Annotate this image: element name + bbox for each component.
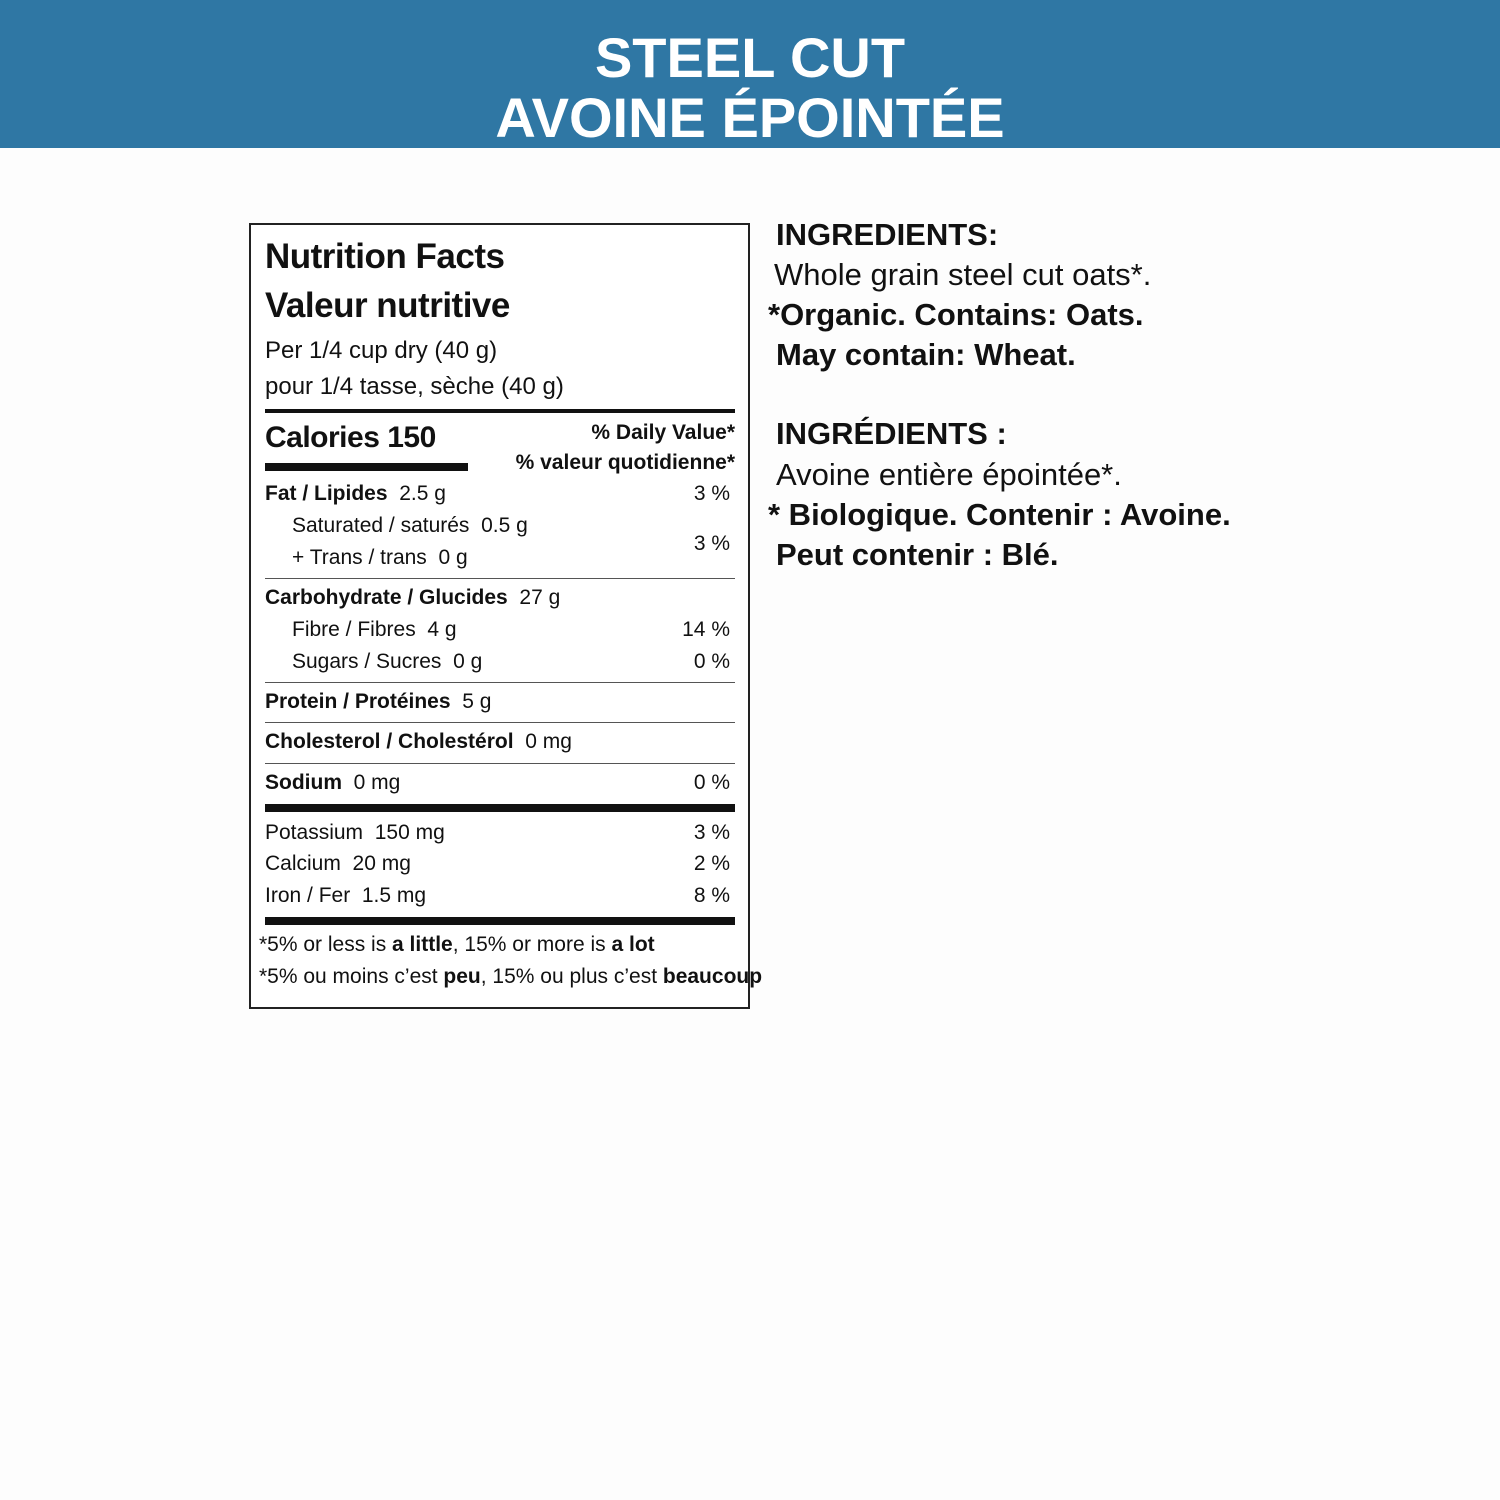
footnote-en — [259, 933, 655, 957]
calories: Calories 150 — [265, 421, 436, 454]
potassium-row — [265, 821, 445, 845]
nutrition-facts-panel — [249, 223, 763, 1009]
organic-note-fr: * Biologique. Contenir : Avoine. — [768, 497, 1231, 532]
trans-label: + Trans / trans — [292, 546, 427, 569]
footnote-fr-c: , 15% ou plus c’est — [480, 965, 663, 988]
iron-row — [265, 884, 426, 908]
banner-title-en: STEEL CUT — [594, 26, 906, 89]
divider — [265, 578, 735, 579]
ingredients-heading-en: INGREDIENTS: — [776, 217, 999, 252]
fibre-pct: 14 % — [682, 618, 730, 641]
fat-row — [265, 482, 446, 506]
footnote-fr-a: *5% ou moins c’est — [259, 965, 444, 988]
fibre-label: Fibre / Fibres — [292, 618, 416, 641]
banner-title-fr: AVOINE ÉPOINTÉE — [495, 86, 1005, 149]
protein-value: 5 g — [462, 690, 492, 713]
footnote-fr-d: beaucoup — [662, 965, 763, 988]
fat-pct: 3 % — [693, 482, 730, 505]
sodium-label: Sodium — [265, 771, 342, 794]
iron-label: Iron / Fer — [265, 884, 351, 907]
sugars-label: Sugars / Sucres — [292, 650, 442, 673]
serving-size-en: Per 1/4 cup dry (40 g) — [265, 337, 498, 364]
carb-value: 27 g — [519, 586, 561, 609]
calcium-row — [265, 852, 411, 876]
footnote-en-b: a little — [392, 933, 453, 956]
carb-label: Carbohydrate / Glucides — [265, 586, 508, 609]
divider — [265, 682, 735, 683]
carb-row — [265, 586, 560, 610]
saturated-value: 0.5 g — [481, 514, 528, 537]
sodium-row — [265, 771, 400, 795]
ingredients-heading-fr: INGRÉDIENTS : — [776, 416, 1007, 451]
fibre-row — [292, 618, 457, 642]
trans-value: 0 g — [438, 546, 468, 569]
cholesterol-row — [265, 730, 572, 754]
footnote-en-d: a lot — [611, 933, 655, 956]
divider — [265, 409, 735, 413]
saturated-label: Saturated / saturés — [292, 514, 470, 537]
saturated-row — [292, 514, 528, 538]
calcium-pct: 2 % — [693, 852, 730, 875]
fibre-value: 4 g — [427, 618, 457, 641]
may-contain-fr: Peut contenir : Blé. — [776, 537, 1059, 572]
sugars-value: 0 g — [453, 650, 483, 673]
iron-pct: 8 % — [693, 884, 730, 907]
sodium-value: 0 mg — [353, 771, 401, 794]
sugars-pct: 0 % — [693, 650, 730, 673]
calories-bar — [265, 463, 468, 471]
fat-label: Fat / Lipides — [265, 482, 388, 505]
footnote-fr — [259, 965, 762, 989]
protein-row — [265, 690, 491, 714]
daily-value-header-en: % Daily Value* — [591, 421, 735, 444]
may-contain-en: May contain: Wheat. — [776, 337, 1076, 372]
cholesterol-label: Cholesterol / Cholestérol — [265, 730, 514, 753]
nutrition-title-en: Nutrition Facts — [265, 237, 505, 276]
iron-value: 1.5 mg — [361, 884, 427, 907]
potassium-value: 150 mg — [374, 821, 445, 844]
calcium-value: 20 mg — [352, 852, 411, 875]
ingredients-text-fr: Avoine entière épointée*. — [776, 457, 1122, 492]
ingredients-text-en: Whole grain steel cut oats*. — [774, 257, 1152, 292]
potassium-label: Potassium — [265, 821, 364, 844]
organic-note-en: *Organic. Contains: Oats. — [768, 297, 1144, 332]
protein-label: Protein / Protéines — [265, 690, 451, 713]
calcium-label: Calcium — [265, 852, 341, 875]
sodium-pct: 0 % — [693, 771, 730, 794]
divider — [265, 722, 735, 723]
daily-value-header-fr: % valeur quotidienne* — [515, 451, 735, 474]
trans-row — [292, 546, 468, 570]
sugars-row — [292, 650, 482, 674]
title-banner — [0, 0, 1500, 148]
serving-size-fr: pour 1/4 tasse, sèche (40 g) — [265, 373, 564, 400]
divider-thick — [265, 804, 735, 812]
fat-value: 2.5 g — [399, 482, 446, 505]
sat-trans-pct: 3 % — [693, 532, 730, 555]
nutrition-title-fr: Valeur nutritive — [265, 286, 510, 325]
divider-thick — [265, 917, 735, 925]
footnote-en-a: *5% or less is — [259, 933, 393, 956]
potassium-pct: 3 % — [693, 821, 730, 844]
cholesterol-value: 0 mg — [525, 730, 572, 753]
footnote-en-c: , 15% or more is — [452, 933, 612, 956]
footnote-fr-b: peu — [443, 965, 481, 988]
divider — [265, 763, 735, 764]
